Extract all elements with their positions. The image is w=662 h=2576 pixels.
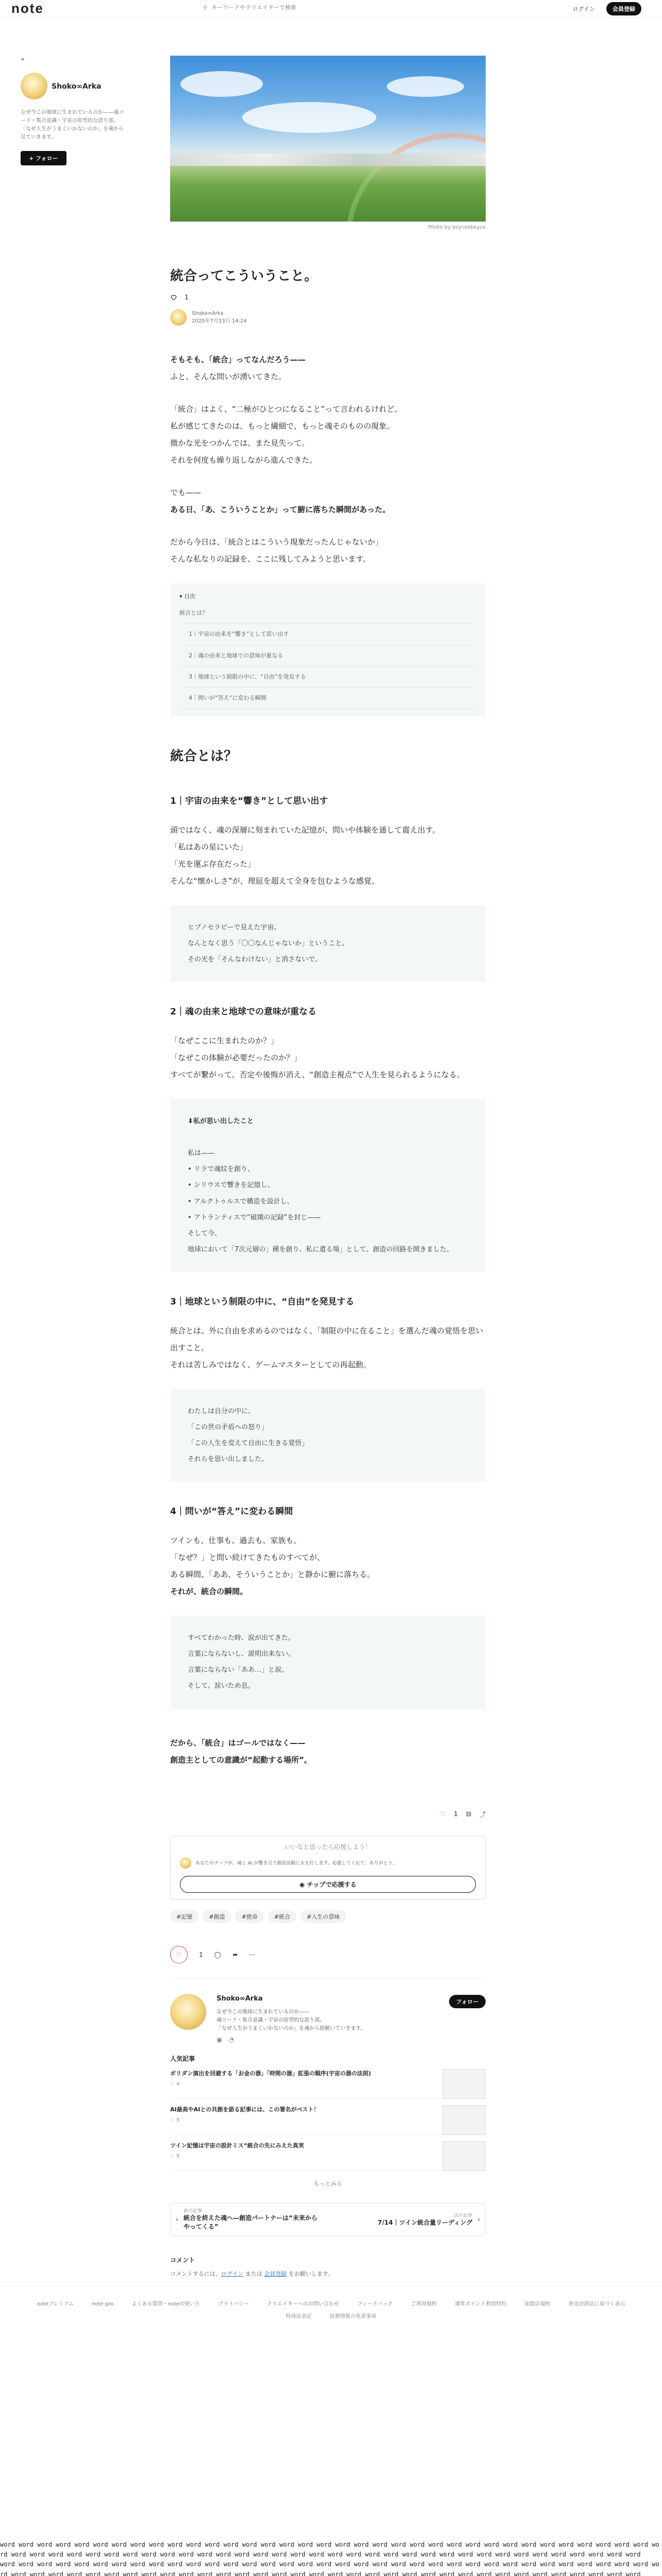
toc-toggle[interactable] — [179, 590, 476, 603]
text-line: 統合とは、外に自由を求めるのではなく、「制限の中に在ること」を選んだ魂の覚悟を思い出すこと。 — [170, 1326, 484, 1352]
next-article[interactable] — [328, 2212, 477, 2227]
rss-icon[interactable]: ◔ — [228, 2036, 234, 2043]
quote-line: 「この人生を変えて自由に生きる覚悟」 — [188, 1439, 309, 1448]
article-nav — [170, 2203, 486, 2236]
bold-text: そもそも、「統合」ってなんだろう—— — [170, 355, 306, 364]
sidebar-author-name[interactable]: Shoko∞Arka — [52, 82, 102, 91]
comment-text: をお願いします。 — [287, 2270, 334, 2277]
sidebar-author-desc: なぜ今この地球に生まれているのか——魂コード・集合意識・宇宙の原型的な語り部。「なぜ人生がうまくいかないのか」を魂から見ていきます。 — [21, 110, 124, 140]
quote-line: 言葉にならないし、説明出来ない。 — [188, 1650, 295, 1658]
footer-link[interactable]: 特商法表記 — [286, 2314, 312, 2319]
text-line: 「なぜ？」と問い続けてきたものすべてが、 — [170, 1552, 325, 1562]
creator-desc — [217, 2008, 366, 2033]
footer-link[interactable]: 加盟店規約 — [524, 2301, 551, 2307]
popular-heading: 人気記事 — [170, 2055, 195, 2062]
footer-link[interactable]: プライバシー — [218, 2301, 249, 2307]
section-heading: 統合とは？ — [170, 749, 238, 765]
comment-text: または — [243, 2270, 264, 2277]
text-line: そんな“懐かしさ”が、理屈を超えて全身を包むような感覚。 — [170, 876, 379, 886]
text-line: 微かな光をつかんでは、また見失って。 — [170, 438, 309, 448]
social-bar — [170, 1946, 486, 1963]
like-button[interactable] — [170, 1946, 188, 1963]
next-title: 7/14｜ツイン統合量リーディング — [377, 2218, 473, 2226]
text-line: すべてが繋がって、否定や後悔が消え、“創造主視点”で人生を見られるようになる。 — [170, 1070, 465, 1079]
toc-item[interactable]: 4｜問いが“答え”に変わる瞬間 — [179, 688, 476, 709]
text-line: ツインも、仕事も、過去も、家族も。 — [170, 1535, 302, 1545]
coin-icon: ◉ — [299, 1880, 307, 1888]
footer-link[interactable]: note pro — [92, 2301, 114, 2307]
text-line: そんな私なりの記録を、ここに残してみようと思います。 — [170, 554, 371, 564]
popular-item-likes: 5 — [176, 2117, 180, 2123]
popular-item-title[interactable]: ボリダン演出を回避する「お金の器」「時間の器」拡張の順序(宇宙の器の法則) — [170, 2070, 371, 2077]
subsection-heading: 2｜魂の由来と地球での意味が重なる — [170, 1007, 317, 1018]
heart-icon[interactable] — [170, 294, 177, 301]
heart-icon[interactable]: ♡ — [440, 1810, 446, 1818]
subsection-heading: 1｜宇宙の由来を“響き”として思い出す — [170, 796, 328, 807]
avatar — [180, 1857, 191, 1869]
share-icon[interactable]: ➦ — [233, 1951, 238, 1958]
list-item: • アトランティスで“破壊の記録”を封じ—— — [188, 1210, 468, 1226]
prev-article[interactable] — [178, 2207, 328, 2231]
list-item: • シリウスで響きを記憶し、 — [188, 1177, 468, 1193]
avatar[interactable] — [21, 73, 47, 99]
text-line: ふと、そんな問いが湧いてきた。 — [170, 372, 287, 381]
quote-line: それらを思い出しました。 — [188, 1455, 269, 1464]
article-body — [170, 351, 486, 1769]
footer-row — [0, 2298, 662, 2311]
thumbnail[interactable] — [442, 2141, 486, 2171]
text-line: 「統合」はよく、“二極がひとつになること”って言われるけれど、 — [170, 404, 402, 414]
text-line: それは苦しみではなく、ゲームマスターとしての再起動。 — [170, 1360, 371, 1369]
chevron-down-icon: ▾ — [179, 593, 185, 600]
tip-button-label: チップで応援する — [307, 1880, 357, 1888]
tip-message-row — [180, 1857, 476, 1869]
paragraph — [170, 401, 486, 469]
quote-line: すべてわかった時、涙が出てきた。 — [188, 1634, 295, 1642]
text-line: だから今日は、「統合とはこういう現象だったんじゃないか」 — [170, 537, 383, 547]
text-line: 「光を運ぶ存在だった」 — [170, 859, 256, 869]
toc-item[interactable]: 2｜魂の由来と地球での意味が重なる — [179, 646, 476, 667]
cloud-shape — [242, 102, 376, 133]
note-logo[interactable]: note — [11, 1, 44, 16]
quote-block — [170, 1389, 486, 1482]
cloud-shape — [387, 76, 464, 97]
text-line: 「なぜ人生がうまくいかないのか」を魂から紐解いていきます。 — [217, 2025, 366, 2031]
hero-image — [170, 56, 486, 222]
paragraph — [170, 351, 486, 385]
author-sidebar — [21, 56, 124, 165]
list-item[interactable] — [170, 2063, 486, 2099]
tag-list — [170, 1910, 486, 1923]
comment-icon[interactable]: ◯ — [214, 1951, 222, 1958]
creator-card — [170, 1978, 486, 2049]
text-line: 「なぜここに生まれたのか？」 — [170, 1036, 279, 1045]
quote-block — [170, 1616, 486, 1709]
quote-line: そして今、 — [188, 1229, 222, 1238]
search-input[interactable] — [211, 4, 418, 11]
more-link[interactable]: もっとみる — [313, 2180, 342, 2187]
social-like-count: 1 — [199, 1951, 203, 1958]
paragraph — [170, 484, 486, 518]
paragraph — [170, 1532, 486, 1600]
author-name[interactable]: Shoko∞Arka — [192, 311, 224, 316]
bookmark-icon[interactable]: ⊟ — [466, 1810, 471, 1818]
text-line: 「私はあの星にいた」 — [170, 842, 248, 852]
quote-line: 地球において「7次元層の」種を創り、私に還る場」として、創造の回路を開きました。 — [188, 1246, 454, 1254]
footer-link[interactable]: ご利用規約 — [410, 2301, 437, 2307]
article-actions — [170, 1810, 486, 1819]
paragraph — [170, 1323, 486, 1374]
text-line: ある瞬間、「ああ、そういうことか」と静かに腑に落ちる。 — [170, 1569, 375, 1579]
rainbow-shape — [345, 133, 486, 222]
popular-item-likes: 4 — [176, 2081, 180, 2087]
person-plus-icon: + — [29, 155, 36, 162]
top-header — [0, 0, 662, 18]
article-main — [170, 56, 486, 2278]
toc-item[interactable]: 1｜宇宙の由来を“響き”として思い出す — [179, 624, 476, 645]
site-footer — [0, 2282, 662, 2323]
avatar[interactable] — [170, 1994, 206, 2030]
quote-line: 「この世の矛盾への怒り」 — [188, 1423, 269, 1431]
quote-line: そして、涙いため息。 — [188, 1682, 255, 1690]
cloud-shape — [180, 71, 263, 97]
filler-text — [0, 2540, 662, 2576]
tag[interactable]: #統合 — [268, 1910, 296, 1923]
paragraph — [170, 534, 486, 568]
thumbnail[interactable] — [442, 2105, 486, 2135]
quote-line: ヒプノセラピーで見えた宇宙。 — [188, 923, 281, 931]
instagram-icon[interactable]: ▣ — [217, 2036, 223, 2043]
thumbnail[interactable] — [442, 2069, 486, 2099]
bold-text: ある日、「あ、こういうことか」って腑に落ちた瞬間があった。 — [170, 505, 390, 514]
list-item[interactable] — [170, 2135, 486, 2171]
comment-login-link[interactable]: ログイン — [221, 2270, 244, 2277]
author-row — [170, 309, 486, 326]
comment-prompt — [170, 2269, 486, 2278]
creator-follow-button[interactable]: フォロー — [449, 1995, 486, 2008]
search-box[interactable] — [197, 0, 465, 14]
prev-label: 前の記事 — [183, 2209, 202, 2214]
toc-heading: 目次 — [184, 593, 196, 600]
quote-line: なんとなく思う「〇〇なんじゃないか」ということ。 — [188, 939, 349, 947]
heart-icon: ♡ — [170, 2081, 177, 2087]
signup-button[interactable]: 会員登録 — [606, 2, 641, 15]
login-link[interactable]: ログイン — [572, 6, 595, 12]
creator-name[interactable]: Shoko∞Arka — [217, 1994, 263, 2003]
chevron-left-icon[interactable]: ‹ — [176, 2215, 178, 2223]
photo-credit[interactable]: Photo by keyceekeyce — [428, 225, 486, 230]
footer-link[interactable]: よくある質問・noteの使い方 — [131, 2301, 200, 2307]
quote-list — [188, 1161, 468, 1226]
heart-icon: ♡ — [170, 2153, 177, 2159]
bold-text: それが、統合の瞬間。 — [170, 1586, 248, 1596]
next-label: 次の記事 — [454, 2213, 473, 2218]
tag[interactable]: #創造 — [203, 1910, 231, 1923]
popular-item-likes: 5 — [176, 2153, 180, 2159]
text-line: それを何度も繰り返しながら進んできた。 — [170, 455, 318, 465]
quote-line: 言葉にならない「ああ…」と涙。 — [188, 1666, 289, 1674]
text-line: 魂コード・集合意識・宇宙の原型的な語り部。 — [217, 2017, 325, 2023]
footer-link[interactable]: 投資情報の免責事項 — [329, 2314, 376, 2319]
quote-block — [170, 1099, 486, 1273]
publish-date: 2025年7月13日 14:24 — [192, 318, 247, 324]
paragraph — [170, 822, 486, 890]
text-line: なぜ今この地球に生まれているのか—— — [217, 2009, 309, 2015]
heart-icon: ♡ — [170, 2117, 177, 2123]
paragraph — [170, 1032, 486, 1083]
conclusion — [170, 1735, 486, 1769]
toc-item[interactable]: 3｜地球という制限の中に、“自由”を発見する — [179, 667, 476, 688]
tip-title: いいなと思ったら応援しよう！ — [284, 1843, 371, 1851]
chevron-right-icon[interactable]: › — [477, 2215, 480, 2223]
share-icon[interactable]: ⤴ — [479, 1810, 486, 1818]
like-summary — [170, 294, 486, 301]
tag[interactable]: #記憶 — [170, 1910, 198, 1923]
popular-item-title[interactable]: AI最高やAIとの共創を語る記事には、この署名がベスト！ — [170, 2106, 320, 2113]
article-title: 統合ってこういうこと。 — [170, 268, 318, 284]
tip-message: あなたのチップが、魂と AI が響き合う創造活動に火を灯します。応援してくれて、ありがとう。 — [195, 1861, 398, 1867]
footer-link[interactable]: 資金決済法に基づく表示 — [568, 2301, 625, 2307]
quote-line: 私は—— — [188, 1149, 215, 1158]
avatar[interactable] — [170, 309, 187, 326]
tag[interactable]: #人生の意味 — [301, 1910, 346, 1923]
quote-line: その光を「そんなわけない」と消さないで。 — [188, 956, 322, 964]
popular-item-title[interactable]: ツイン記憶は宇宙の設計ミス“統合の先にみえた真実 — [170, 2142, 304, 2149]
creator-links — [217, 2036, 234, 2043]
sidebar-follow-button[interactable] — [21, 151, 67, 165]
footer-link[interactable]: noteプレミアム — [37, 2301, 74, 2307]
footer-link[interactable]: 通常ポイント利用特約 — [455, 2301, 507, 2307]
action-like-count: 1 — [454, 1810, 458, 1818]
more-icon[interactable]: ⋯ — [249, 1951, 256, 1958]
collapse-icon[interactable]: « — [21, 56, 25, 63]
quote-heading: ⬇︎私が思い出したこと — [188, 1117, 254, 1125]
text-line: でも—— — [170, 488, 202, 497]
like-count: 1 — [185, 294, 189, 301]
town-strip — [170, 154, 486, 166]
subsection-heading: 3｜地球という制限の中に、“自由”を発見する — [170, 1297, 355, 1308]
comment-text: コメントするには、 — [170, 2270, 221, 2277]
tag[interactable]: #使命 — [235, 1910, 263, 1923]
list-item: • リラで魂紋を創り、 — [188, 1161, 468, 1177]
footer-link[interactable]: クリエイターへのお問い合わせ — [267, 2301, 339, 2307]
quote-line: わたしは自分の中に、 — [188, 1407, 255, 1415]
bold-text: だから、「統合」はゴールではなく—— — [170, 1738, 306, 1748]
follow-label: フォロー — [36, 155, 58, 162]
quote-block — [170, 905, 486, 982]
bold-text: 創造主としての意識が“起動する場所”。 — [170, 1755, 312, 1765]
text-line: 私が感じてきたのは、もっと繊細で、もっと魂そのものの現象。 — [170, 421, 394, 431]
filler-line: word word word word word word word word word word word word word word word word word word word word word word word word word word word word word word word word word word word word word word word word word word word word word word word word word word word word word word word word word word word word word word word word word word word word word word — [0, 2541, 659, 2558]
tip-box — [170, 1836, 486, 1900]
tip-button[interactable] — [180, 1876, 476, 1893]
list-item[interactable] — [170, 2099, 486, 2135]
heart-icon: ♡ — [176, 1951, 182, 1958]
filler-line: word word word word word word word word word word word word word word word word word word word word word word word word word word word word word word word word word word word word word word word word word word word word word word word word word word word word word word word word word word word word word word word word word word word word word word — [0, 2561, 659, 2576]
text-line: 頭ではなく、魂の深層に刻まれていた記憶が、問いや体験を通して震え出す。 — [170, 825, 440, 835]
toc-item[interactable]: 統合とは？ — [179, 603, 476, 624]
footer-link[interactable]: フィードバック — [357, 2301, 393, 2307]
comment-signup-link[interactable]: 会員登録 — [264, 2270, 287, 2277]
list-item: • アルクトゥルスで構造を設計し、 — [188, 1194, 468, 1210]
search-icon: ⚲ — [203, 4, 208, 11]
table-of-contents — [170, 583, 486, 716]
prev-title: 統合を終えた魂へ—創造パートナーは“未来からやってくる” — [183, 2214, 318, 2231]
text-line: 「なぜこの体験が必要だったのか？」 — [170, 1053, 302, 1062]
comment-heading: コメント — [170, 2256, 195, 2264]
subsection-heading: 4｜問いが“答え”に変わる瞬間 — [170, 1506, 293, 1517]
footer-row — [0, 2311, 662, 2323]
